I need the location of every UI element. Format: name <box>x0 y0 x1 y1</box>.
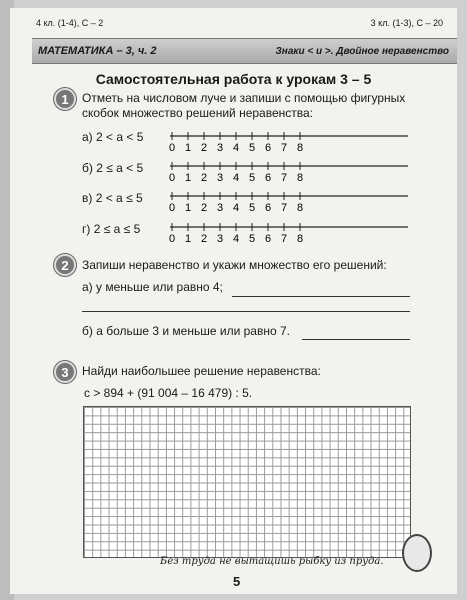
ray-tick-label: 6 <box>264 142 272 154</box>
ray-tick-label: 5 <box>248 233 256 245</box>
ray-tick-label: 8 <box>296 233 304 245</box>
ray-tick-label: 2 <box>200 202 208 214</box>
ray-tick-label: 3 <box>216 172 224 184</box>
number-ray[interactable] <box>162 219 410 245</box>
inequality-label-c: в) 2 < a ≤ 5 <box>82 191 143 205</box>
ray-tick-label: 2 <box>200 172 208 184</box>
subject-label: МАТЕМАТИКА – 3, ч. 2 <box>38 45 157 57</box>
ray-tick-label: 8 <box>296 172 304 184</box>
task3-text: Найди наибольшее решение неравенства: <box>82 364 321 378</box>
task3-expression: c > 894 + (91 004 – 16 479) : 5. <box>84 386 253 400</box>
task-number-badge: 3 <box>54 361 76 383</box>
task1-text-line1: Отметь на числовом луче и запиши с помощью фигурных <box>82 91 406 105</box>
task-number-badge: 1 <box>54 88 76 110</box>
ray-tick-label: 4 <box>232 233 240 245</box>
subject-banner <box>32 38 457 64</box>
number-ray[interactable] <box>162 158 410 184</box>
answer-line[interactable] <box>82 311 410 312</box>
answer-line[interactable] <box>302 339 410 340</box>
task2-item-a: а) y меньше или равно 4; <box>82 280 223 294</box>
page-title: Самостоятельная работа к урокам 3 – 5 <box>95 71 372 87</box>
ray-tick-label: 8 <box>296 142 304 154</box>
ray-tick-label: 4 <box>232 142 240 154</box>
ray-tick-label: 1 <box>184 233 192 245</box>
ray-tick-label: 1 <box>184 202 192 214</box>
ray-tick-label: 6 <box>264 172 272 184</box>
proverb-footer: Без труда не вытащишь рыбку из пруда. <box>160 556 384 567</box>
inequality-label-d: г) 2 ≤ a ≤ 5 <box>82 222 141 236</box>
ray-tick-label: 3 <box>216 202 224 214</box>
number-ray[interactable] <box>162 188 410 214</box>
ray-tick-label: 4 <box>232 172 240 184</box>
ray-tick-label: 3 <box>216 233 224 245</box>
topic-label: Знаки < и >. Двойное неравенство <box>275 45 449 57</box>
inequality-label-b: б) 2 ≤ a < 5 <box>82 161 144 175</box>
runhead-left: 4 кл. (1-4), С – 2 <box>36 18 104 28</box>
ray-tick-label: 2 <box>200 142 208 154</box>
ray-tick-label: 0 <box>168 202 176 214</box>
ray-tick-label: 7 <box>280 142 288 154</box>
answer-grid[interactable] <box>83 406 411 558</box>
ray-tick-label: 7 <box>280 172 288 184</box>
runhead-right: 3 кл. (1-3), С – 20 <box>370 18 443 28</box>
ray-tick-label: 1 <box>184 142 192 154</box>
ray-tick-label: 8 <box>296 202 304 214</box>
ray-tick-label: 5 <box>248 142 256 154</box>
task2-text: Запиши неравенство и укажи множество его решений: <box>82 258 387 272</box>
ray-tick-label: 4 <box>232 202 240 214</box>
ray-tick-label: 6 <box>264 202 272 214</box>
ray-tick-label: 0 <box>168 172 176 184</box>
ray-tick-label: 7 <box>280 233 288 245</box>
ray-tick-label: 0 <box>168 233 176 245</box>
running-header <box>36 18 443 32</box>
task1-text-line2: скобок множество решений неравенства: <box>82 106 313 120</box>
page-number: 5 <box>233 574 241 589</box>
ray-tick-label: 5 <box>248 202 256 214</box>
ray-tick-label: 2 <box>200 233 208 245</box>
inequality-label-a: а) 2 < a < 5 <box>82 130 144 144</box>
ray-tick-label: 3 <box>216 142 224 154</box>
number-ray[interactable] <box>162 128 410 154</box>
ray-tick-label: 0 <box>168 142 176 154</box>
fish-logo-icon <box>402 534 432 572</box>
ray-tick-label: 6 <box>264 233 272 245</box>
task2-item-b: б) a больше 3 и меньше или равно 7. <box>82 324 290 338</box>
ray-tick-label: 5 <box>248 172 256 184</box>
answer-line[interactable] <box>232 296 410 297</box>
task-number-badge: 2 <box>54 254 76 276</box>
ray-tick-label: 1 <box>184 172 192 184</box>
worksheet-page <box>10 8 457 594</box>
ray-tick-label: 7 <box>280 202 288 214</box>
